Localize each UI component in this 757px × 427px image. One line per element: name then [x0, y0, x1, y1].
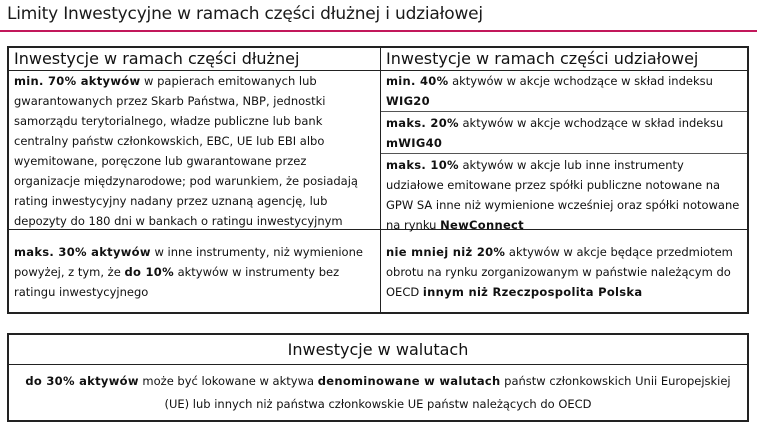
equity-newconnect: NewConnect [440, 218, 524, 232]
debt-limit-main [9, 71, 380, 230]
debt-limit-other-percent: maks. 30% aktywów [14, 245, 151, 259]
debt-limit-main-percent: min. 70% aktywów [14, 74, 141, 88]
debt-limit-unrated-text: aktywów w instrumenty bez ratingu inwestycyjnego [14, 265, 340, 299]
title-underline [0, 30, 757, 32]
equity-oecd-text: aktywów w akcje będące przedmiotem obrotu na rynku zorganizowanym w państwie należącym do OECD [386, 245, 733, 299]
debt-limit-main-text: w papierach emitowanych lub gwarantowanych przez Skarb Państwa, NBP, jednostki samorządu terytorialnego, władze publiczne lub bank centralny państw członkowskich, EBC, UE lub EBI albo wyemitowane, poręczone lub gwarantowane przez organizacje międzynarodowe; pod warunkiem, że posiadają rating inwestycyjny nadany przez uznaną agencję, lub depozyty do 180 dni w bankach o ratingu inwestycyjnym [14, 74, 358, 228]
equity-other-percent: maks. 10% [386, 158, 459, 172]
currency-table [7, 333, 749, 422]
equity-limit-oecd [381, 242, 747, 312]
equity-limit-other [381, 155, 747, 230]
currency-percent: do 30% aktywów [25, 374, 139, 388]
equity-other-text: aktywów w akcje lub inne instrumenty udziałowe emitowane przez spółki publiczne notowane na GPW SA inne niż wymienione wcześniej oraz spółki notowane na rynku [386, 158, 740, 232]
page-title: Limity Inwestycyjne w ramach części dłużnej i udziałowej [7, 4, 483, 24]
debt-limit-unrated-percent: do 10% [124, 265, 174, 279]
equity-header: Inwestycje w ramach części udziałowej [381, 48, 747, 71]
equity-mwig40-percent: maks. 20% [386, 116, 459, 130]
equity-mwig40-text: aktywów w akcje wchodzące w skład indeksu [458, 116, 724, 130]
equity-column [381, 48, 747, 312]
equity-oecd-percent: nie mniej niż 20% [386, 245, 506, 259]
equity-oecd-country: innym niż Rzeczpospolita Polska [422, 285, 643, 299]
equity-wig20-percent: min. 40% [386, 74, 449, 88]
equity-mwig40-index: mWIG40 [386, 136, 443, 150]
limits-table [7, 46, 749, 314]
equity-wig20-index: WIG20 [386, 94, 430, 108]
currency-text-1: może być lokowane w aktywa [138, 374, 318, 388]
currency-limit [9, 366, 747, 416]
debt-column [9, 48, 381, 312]
equity-limit-wig20 [381, 71, 747, 112]
equity-wig20-text: aktywów w akcje wchodzące w skład indeksu [448, 74, 713, 88]
currency-text-2: państw członkowskich Unii Europejskiej (UE) lub innych niż państwa członkowskie UE państw należących do OECD [164, 374, 731, 411]
currency-denominated: denominowane w walutach [317, 374, 501, 388]
debt-limit-other [9, 242, 380, 312]
debt-header: Inwestycje w ramach części dłużnej [9, 48, 380, 71]
currency-header: Inwestycje w walutach [9, 335, 747, 365]
equity-limit-mwig40 [381, 113, 747, 154]
debt-limit-other-text: w inne instrumenty, niż wymienione powyżej, z tym, że [14, 245, 363, 279]
